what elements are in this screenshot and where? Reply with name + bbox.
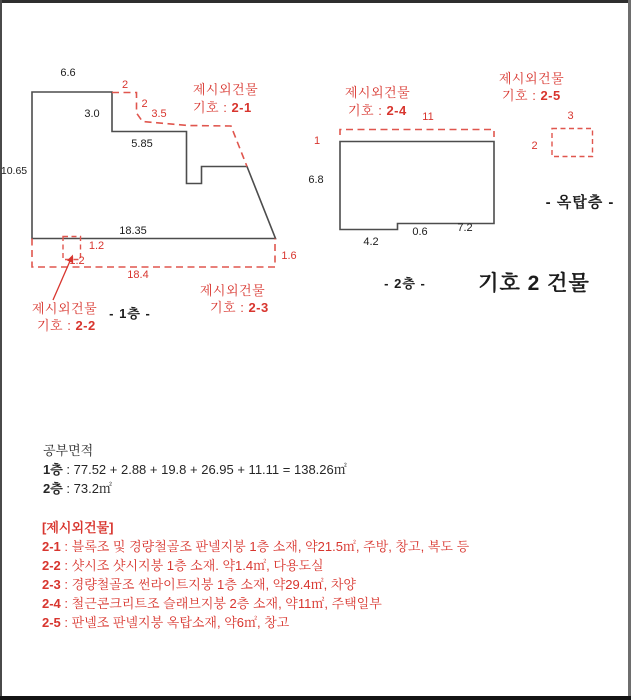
annotation-2-5-name: 제시외건물 <box>498 71 565 86</box>
annotation-2-4 <box>345 85 410 118</box>
dim-annex23-height: 1.6 <box>281 250 297 262</box>
floor2-title: - 2층 - <box>384 276 426 291</box>
annex-legend-item-2-3: 2-3 : 경량철골조 썬라이트지붕 1층 소재, 약29.4㎡, 차양 <box>42 577 356 592</box>
annotation-2-4-code: 기호 : 2-4 <box>348 103 407 118</box>
annotation-2-5 <box>499 71 564 103</box>
annotation-2-3-name: 제시외건물 <box>199 283 266 298</box>
dim-floor2-bottom-step: 0.6 <box>412 226 428 238</box>
dim-floor1-left: 10.65 <box>0 165 28 177</box>
annex-legend-heading: [제시외건물] <box>42 520 114 535</box>
annotation-2-1-code: 기호 : 2-1 <box>193 100 252 115</box>
dim-floor1-step: 3.0 <box>84 108 100 120</box>
annotation-2-2-name: 제시외건물 <box>31 301 98 316</box>
annex-legend-item-2-5: 2-5 : 판넬조 판넬지붕 옥탑소재, 약6㎡, 창고 <box>42 615 290 630</box>
area-floor1-line: 1층 : 77.52 + 2.88 + 19.8 + 26.95 + 11.11 = 138.26㎡ <box>43 462 347 477</box>
annex-legend-item-2-4: 2-4 : 철근콘크리트조 슬래브지붕 2층 소재, 약11㎡, 주택일부 <box>42 596 382 611</box>
area-summary <box>43 441 347 498</box>
annotation-2-3-code: 기호 : 2-3 <box>210 300 269 315</box>
dim-floor2-bottom-right: 7.2 <box>457 222 473 234</box>
annex-legend <box>42 518 469 632</box>
annex-2-4-outline <box>340 130 494 138</box>
dim-floor2-left: 6.8 <box>308 174 324 186</box>
dim-floor2-bottom-left: 4.2 <box>363 236 379 248</box>
dim-floor1-mid: 5.85 <box>131 138 153 150</box>
dim-annex23-width: 18.4 <box>127 269 149 281</box>
dim-annex25-width: 3 <box>567 110 574 122</box>
annotation-2-3 <box>200 283 269 315</box>
dim-annex21-h2: 2 <box>141 98 148 110</box>
annotation-2-1 <box>193 82 258 115</box>
floor2-outline <box>340 142 494 230</box>
dim-floor1-bottom: 18.35 <box>119 225 147 237</box>
dim-annex24-width: 11 <box>422 111 434 123</box>
annex-legend-item-2-2: 2-2 : 샷시조 샷시지붕 1층 소재. 약1.4㎡, 다용도실 <box>42 558 324 573</box>
building-title: 기호 2 건물 <box>478 272 590 295</box>
annotation-2-2 <box>32 301 97 333</box>
annotation-2-5-code: 기호 : 2-5 <box>502 88 561 103</box>
area-floor2-line: 2층 : 73.2㎡ <box>43 481 112 496</box>
dim-annex24-height: 1 <box>313 135 321 147</box>
dim-annex25-height: 2 <box>531 140 538 152</box>
annex-legend-item-2-1: 2-1 : 블록조 및 경량철골조 판넬지붕 1층 소재, 약21.5㎡, 주방, 창고, 복도 등 <box>42 539 470 554</box>
annotation-2-4-name: 제시외건물 <box>344 85 411 100</box>
annotation-2-2-code: 기호 : 2-2 <box>37 318 96 333</box>
area-heading: 공부면적 <box>43 443 94 458</box>
dim-annex21-w35: 3.5 <box>151 108 167 120</box>
dim-annex22-width: 1.2 <box>88 240 105 252</box>
floor1-title: - 1층 - <box>109 306 151 321</box>
dim-floor1-top: 6.6 <box>60 67 76 79</box>
annotation-2-1-name: 제시외건물 <box>192 82 259 97</box>
rooftop-title: - 옥탑층 - <box>545 194 615 211</box>
dim-annex22-height: 1.2 <box>69 255 85 267</box>
annex-2-5-box <box>552 129 593 157</box>
dim-annex21-w2: 2 <box>121 79 129 91</box>
